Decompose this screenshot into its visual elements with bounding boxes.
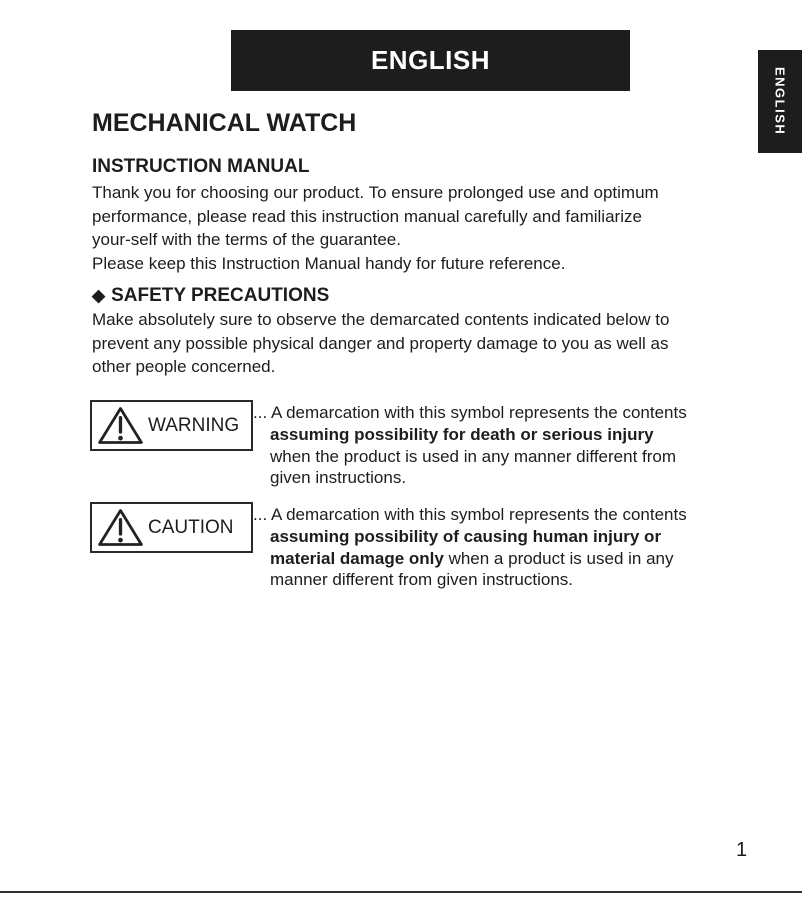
diamond-icon: ◆ (92, 286, 106, 305)
notice-text-line: material damage only when a product is used in any (270, 548, 674, 568)
safety-paragraph (92, 308, 772, 379)
text-line: performance, please read this instruction manual carefully and familiarize (92, 206, 642, 226)
language-side-tab-label: ENGLISH (772, 67, 788, 136)
text-line: prevent any possible physical danger and property damage to you as well as (92, 333, 669, 353)
text-line: your-self with the terms of the guarantee. (92, 230, 401, 249)
text-line: other people concerned. (92, 357, 276, 376)
notice-text-line: given instructions. (270, 468, 407, 488)
instruction-manual-heading: INSTRUCTION MANUAL (92, 156, 310, 177)
page-title: MECHANICAL WATCH (92, 109, 357, 137)
page-number: 1 (736, 839, 748, 861)
warning-notice (90, 400, 687, 489)
language-banner (231, 30, 630, 91)
notice-text-line: assuming possibility for death or serious injury (270, 424, 654, 444)
safety-precautions-heading-label: SAFETY PRECAUTIONS (111, 285, 330, 306)
warning-triangle-icon (97, 507, 144, 548)
warning-box (90, 400, 253, 451)
notice-text-line: ... A demarcation with this symbol represents the contents (253, 505, 687, 524)
warning-triangle-icon (97, 405, 144, 446)
notice-text-line: manner different from given instructions. (270, 570, 573, 590)
warning-label: WARNING (148, 414, 240, 436)
notice-text-line: assuming possibility of causing human injury or (270, 526, 662, 546)
bottom-rule (0, 891, 802, 893)
warning-description (253, 400, 687, 489)
notice-text-line: ... A demarcation with this symbol represents the contents (253, 403, 687, 422)
text-line: Please keep this Instruction Manual handy for future reference. (92, 253, 566, 273)
text-line: Make absolutely sure to observe the demarcated contents indicated below to (92, 310, 670, 329)
caution-notice (90, 502, 687, 591)
safety-precautions-heading (92, 285, 329, 307)
caution-description (253, 502, 687, 591)
language-banner-label: ENGLISH (370, 45, 491, 75)
text-line: Thank you for choosing our product. To ensure prolonged use and optimum (92, 183, 659, 202)
caution-box (90, 502, 253, 553)
language-side-tab (758, 50, 802, 153)
notice-text-line: when the product is used in any manner different from (270, 446, 677, 466)
intro-paragraph (92, 181, 772, 275)
caution-label: CAUTION (148, 516, 234, 538)
